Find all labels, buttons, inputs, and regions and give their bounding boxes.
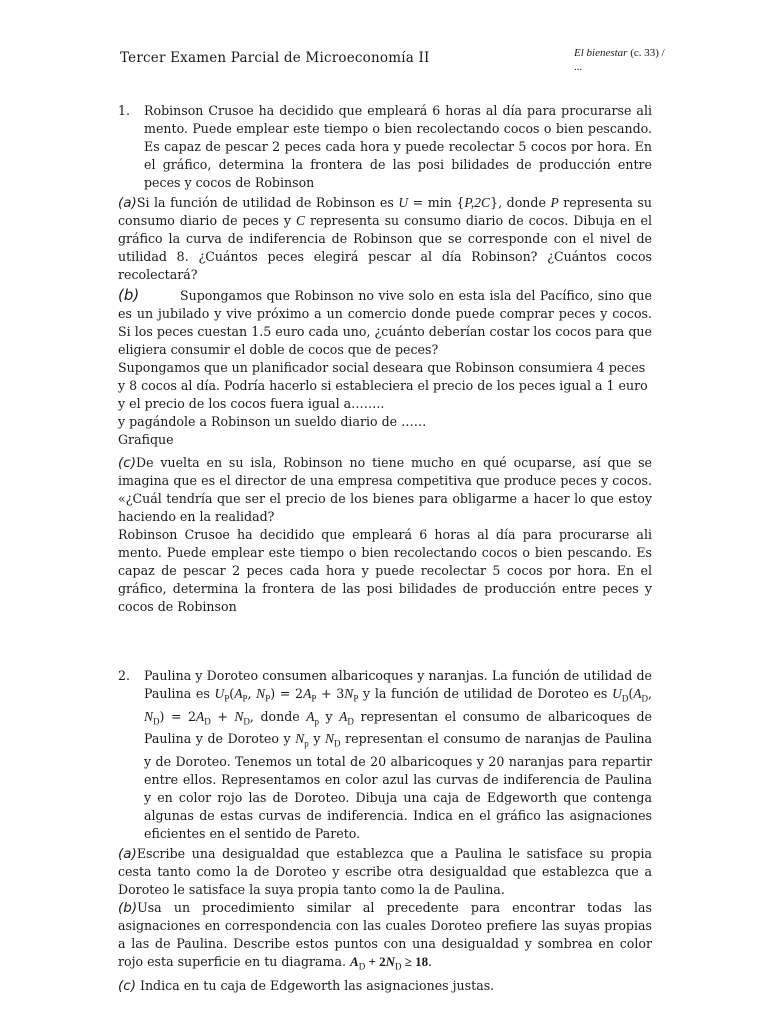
q2-sub: D	[641, 693, 649, 704]
q2-math: A	[633, 686, 642, 701]
question-2c	[118, 977, 652, 995]
q2b-text: Usa un procedimiento similar al precedente para encontrar todas las asignaciones en correspondencia con las cuales Doroteo prefiere las suyas propias a las de Paulina. Describe estos puntos con una desigualdad y sombrea en color rojo esta superficie en tu diagrama.	[118, 899, 652, 969]
question-2b	[118, 899, 652, 976]
q2-math: N	[256, 686, 266, 701]
question-2a	[118, 845, 652, 899]
q2-math: N	[344, 686, 354, 701]
q1a-text: Si la función de utilidad de Robinson es	[136, 195, 399, 210]
q2-sub: P	[224, 693, 230, 704]
q2-sub: p	[314, 716, 319, 727]
q2-text: ,	[648, 686, 653, 701]
q2-math: U	[612, 686, 622, 701]
q2-text: y	[308, 731, 326, 747]
question-2-number: 2.	[118, 668, 131, 683]
inequality-sub: D	[358, 961, 366, 972]
q2-sub: D	[334, 738, 341, 749]
q2-sub: P	[353, 693, 359, 704]
q2-math: N	[295, 731, 305, 747]
header-reference-text: (c. 33) /	[627, 47, 665, 59]
planner-salary: y pagándole a Robinson un sueldo diario de ……	[118, 414, 427, 429]
q2-text: +	[210, 708, 235, 724]
q1a-math-p2c: P,2C	[464, 195, 491, 210]
q2-math: A	[303, 686, 312, 701]
q1a-math-u: U	[398, 195, 409, 210]
q2-sub: D	[204, 716, 211, 727]
q2-math: N	[325, 731, 335, 747]
q1b-text: Supongamos que Robinson no vive solo en esta isla del Pacífico, sino que es un jubilado y vive próximo a un comercio donde puede comprar peces y cocos. Si los peces cuestan 1.5 euro cada uno, ¿cuánto deberían costar los cocos para que eligiera consumir el doble de cocos que de peces?	[118, 288, 652, 357]
question-2-intro	[144, 667, 652, 843]
q2-text: y	[319, 708, 340, 724]
q2-text: (	[628, 686, 634, 701]
q1a-text: representa su consumo diario de peces y	[118, 195, 653, 228]
q2-math: A	[196, 708, 205, 724]
q2-math: A	[234, 686, 243, 701]
q2-sub: D	[153, 716, 160, 727]
q2-sub: D	[347, 716, 354, 727]
inequality-sub: D	[395, 961, 402, 972]
q2-text: representan el consumo de naranjas de Paulina y de Doroteo. Tenemos un total de 20 albaricoques y 20 naranjas para repartir entre ellos. Representamos en color azul las curvas de indiferencia de Paulina y en color rojo las de Doroteo. Dibuja una caja de Edgeworth que contenga algunas de estas curvas de indiferencia. Indica en el gráfico las asignaciones eficientes en el sentido de Pareto.	[144, 731, 652, 841]
question-2	[118, 667, 652, 995]
q1a-math-p: P	[550, 195, 559, 210]
inequality-dot: .	[428, 953, 433, 969]
q2-math: A	[339, 708, 348, 724]
q2-text: representan el consumo de albaricoques de Paulina y de Doroteo y	[144, 708, 653, 747]
q1a-text: = min {	[408, 195, 465, 210]
part-a-label: (a)	[118, 845, 137, 862]
part-c-label: (c)	[118, 455, 136, 471]
q1c-text: De vuelta en su isla, Robinson no tiene mucho en qué ocuparse, así que se imagina que es el director de una empresa competitiva que produce peces y cocos. «¿Cuál tendría que ser el precio de los bienes para obligarme a hacer lo que estoy haciendo en la realidad?	[118, 455, 652, 524]
question-1a	[118, 194, 652, 284]
question-1c	[118, 454, 652, 526]
q2-math: N	[234, 708, 244, 724]
header-reference	[574, 46, 694, 73]
q2a-text: Escribe una desigualdad que establezca que a Paulina le satisface su propia cesta tanto como la de Doroteo y escribe otra desigualdad que establezca que a Doroteo le satisface la suya propia tanto como la de Paulina.	[118, 845, 652, 897]
question-1b	[118, 286, 652, 359]
q2-text: (	[229, 686, 235, 701]
q2-text: ) = 2	[159, 708, 197, 724]
part-c-label: (c)	[118, 978, 136, 995]
q2-text: y la función de utilidad de Doroteo es	[358, 686, 613, 701]
q2-text: Paulina y Doroteo consumen albaricoques y naranjas. La función de utilidad de Paulina es	[144, 668, 652, 701]
q2-math: N	[144, 708, 154, 724]
q1a-math-c: C	[296, 213, 306, 228]
q2-math: U	[214, 686, 225, 701]
part-a-label: (a)	[118, 195, 137, 211]
header-reference-italic: El bienestar	[574, 47, 628, 59]
q2-sub: P	[242, 693, 248, 704]
inequality-math: N	[385, 953, 395, 969]
q2-sub: D	[621, 693, 629, 704]
q2-sub: P	[265, 693, 271, 704]
exam-title: Tercer Examen Parcial de Microeconomía II	[120, 50, 430, 66]
inequality-math: A	[350, 953, 359, 969]
q2-sub: p	[304, 738, 309, 749]
part-b-label: (b)	[118, 286, 140, 304]
q2-text: ) = 2	[270, 686, 304, 701]
q2-sub: D	[243, 716, 250, 727]
q2-math: A	[306, 708, 315, 724]
q2-text: ,	[247, 686, 257, 701]
header-reference-cut: ...	[574, 61, 583, 73]
q1a-text: }, donde	[490, 195, 551, 210]
planner-paragraph: Supongamos que un planificador social deseara que Robinson consumiera 4 peces y 8 cocos al día. Podría hacerlo si estableciera el precio de los peces igual a 1 euro y el precio de los cocos fuera igual a……..	[118, 360, 648, 411]
question-1-repeat: Robinson Crusoe ha decidido que empleará 6 horas al día para procurarse ali mento. Puede emplear este tiempo o bien recolectando cocos o bien pescando. Es capaz de pescar 2 peces cada hora y puede recolectar 5 cocos por hora. En el gráfico, determina la frontera de las posi bilidades de producción entre peces y cocos de Robinson	[118, 527, 652, 614]
q2c-text: Indica en tu caja de Edgeworth las asignaciones justas.	[135, 978, 495, 994]
question-1-number: 1.	[118, 103, 131, 118]
grafique-label: Grafique	[118, 432, 174, 447]
question-1	[118, 102, 652, 616]
q2-sub: P	[311, 693, 317, 704]
q1a-text: representa su consumo diario de cocos. Dibuja en el gráfico la curva de indiferencia de Robinson que se corresponde con el nivel de utilidad 8. ¿Cuántos peces elegirá pescar al día Robinson? ¿Cuántos cocos recolectará?	[118, 213, 653, 282]
q2-text: + 3	[316, 686, 345, 701]
part-b-label: (b)	[118, 899, 138, 916]
inequality-text: + 2	[365, 953, 386, 969]
question-1-intro: Robinson Crusoe ha decidido que empleará 6 horas al día para procurarse ali mento. Puede emplear este tiempo o bien recolectando cocos o bien pescando. Es capaz de pescar 2 peces cada hora y puede recolectar 5 cocos por hora. En el gráfico, determina la frontera de las posi bilidades de producción entre peces y cocos de Robinson	[144, 103, 652, 190]
inequality-text: ≥ 18	[401, 953, 429, 969]
q2-text: , donde	[249, 708, 307, 724]
